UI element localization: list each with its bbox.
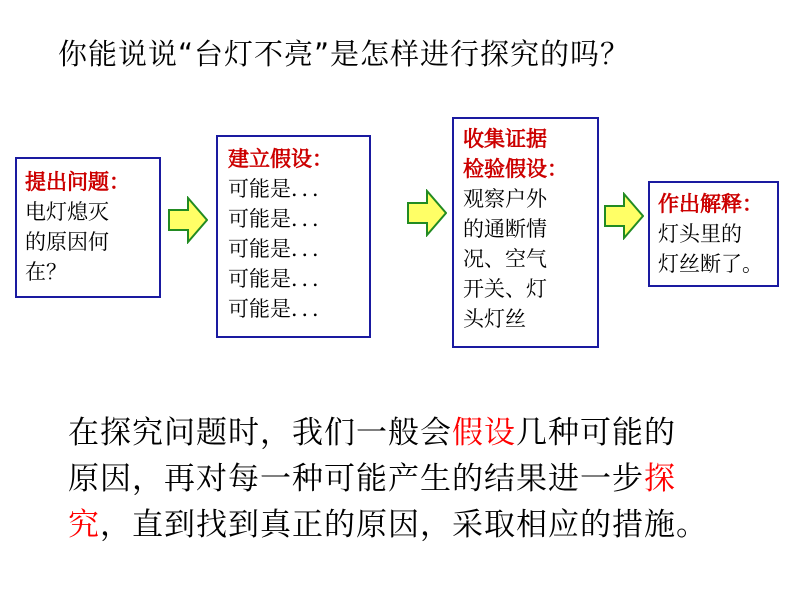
page-title: 你能说说“台灯不亮”是怎样进行探究的吗？	[58, 37, 631, 71]
step-text-line: 在？	[25, 260, 67, 284]
step-box-ask-question	[15, 157, 161, 298]
summary-text: ，直到找到真正的原因，采取相应的措施。	[100, 507, 708, 543]
summary-paragraph	[68, 410, 768, 548]
highlight-explore: 探	[644, 461, 676, 497]
summary-text: 几种可能的	[516, 415, 676, 451]
step-text-line: 灯头里的	[658, 222, 742, 246]
step-box-hypothesis	[216, 135, 371, 338]
step-text-line: 可能是．．．	[228, 177, 333, 201]
step-text-line: 头灯丝	[463, 307, 526, 331]
step-heading: 收集证据	[463, 127, 547, 151]
step-text-line: 可能是．．．	[228, 297, 333, 321]
step-text-line: 可能是．．．	[228, 237, 333, 261]
step-text-line: 观察户外	[463, 187, 547, 211]
step-heading: 检验假设：	[463, 157, 568, 181]
step-text-line: 电灯熄灭	[25, 200, 109, 224]
right-arrow-icon	[168, 196, 208, 244]
right-arrow-icon	[407, 189, 447, 237]
step-box-explanation	[648, 181, 779, 287]
step-text-line: 的通断情	[463, 217, 547, 241]
step-text-line: 的原因何	[25, 230, 109, 254]
step-text-line: 可能是．．．	[228, 207, 333, 231]
highlight-hypothesis: 假设	[452, 415, 516, 451]
step-heading: 提出问题：	[25, 170, 130, 194]
right-arrow-icon	[604, 192, 644, 240]
step-text-line: 开关、灯	[463, 277, 547, 301]
summary-text: 原因，再对每一种可能产生的结果进一步	[68, 461, 644, 497]
step-heading: 建立假设：	[228, 147, 333, 171]
step-text-line: 况、空气	[463, 247, 547, 271]
step-box-collect-evidence	[452, 117, 599, 348]
summary-line	[68, 456, 768, 502]
step-heading: 作出解释：	[658, 192, 763, 216]
highlight-explore: 究	[68, 507, 100, 543]
step-text-line: 灯丝断了。	[658, 252, 763, 276]
step-text-line: 可能是．．．	[228, 267, 333, 291]
summary-line	[68, 410, 768, 456]
summary-text: 在探究问题时，我们一般会	[68, 415, 452, 451]
summary-line	[68, 502, 768, 548]
